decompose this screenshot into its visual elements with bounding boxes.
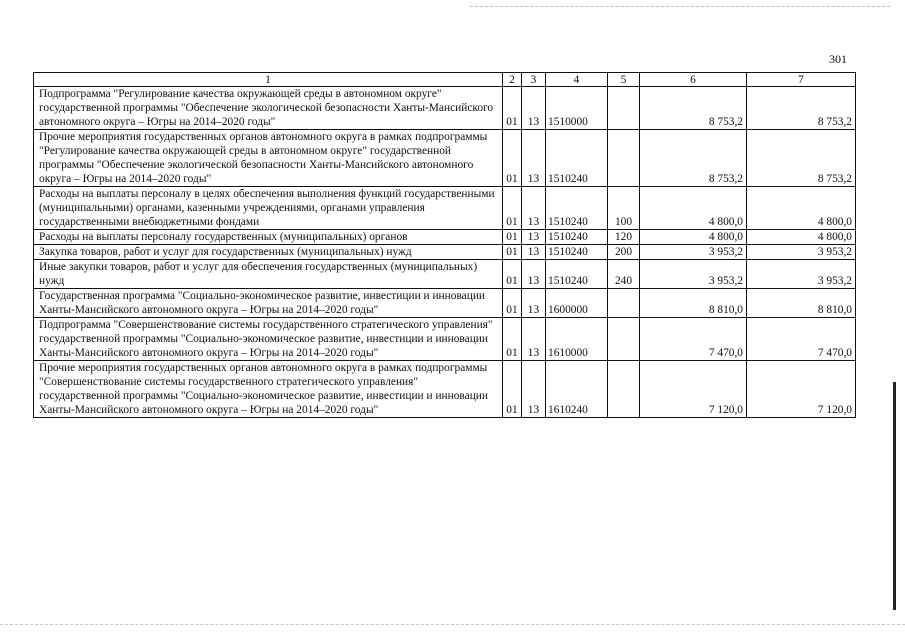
table-row — [34, 245, 856, 260]
header-cell-2: 2 — [503, 73, 522, 87]
row-name: Иные закупки товаров, работ и услуг для обеспечения государственных (муниципальных) нужд — [34, 260, 503, 289]
row-target-code: 1510240 — [546, 187, 608, 230]
row-expense-type — [608, 289, 640, 318]
row-name: Закупка товаров, работ и услуг для государственных (муниципальных) нужд — [34, 245, 503, 260]
row-section: 01 — [503, 361, 522, 418]
row-section: 01 — [503, 289, 522, 318]
row-target-code: 1510000 — [546, 87, 608, 130]
row-name: Подпрограмма "Регулирование качества окружающей среды в автономном округе" государственной программы "Обеспечение экологической безопасности Ханты-Мансийского автономного округа – Югры на 2014–2020 годы" — [34, 87, 503, 130]
row-target-code: 1510240 — [546, 245, 608, 260]
header-cell-7: 7 — [747, 73, 856, 87]
row-amount-7: 4 800,0 — [747, 187, 856, 230]
row-target-code: 1510240 — [546, 230, 608, 245]
row-name: Расходы на выплаты персоналу государственных (муниципальных) органов — [34, 230, 503, 245]
row-amount-6: 3 953,2 — [640, 260, 747, 289]
row-amount-7: 3 953,2 — [747, 260, 856, 289]
row-target-code: 1610000 — [546, 318, 608, 361]
row-expense-type: 200 — [608, 245, 640, 260]
row-amount-6: 4 800,0 — [640, 187, 747, 230]
row-section: 01 — [503, 260, 522, 289]
page-number: 301 — [829, 52, 847, 66]
row-section: 01 — [503, 130, 522, 187]
row-amount-7: 3 953,2 — [747, 245, 856, 260]
row-subsection: 13 — [522, 130, 546, 187]
row-amount-7: 8 753,2 — [747, 130, 856, 187]
row-amount-7: 7 120,0 — [747, 361, 856, 418]
table-row — [34, 130, 856, 187]
row-expense-type: 120 — [608, 230, 640, 245]
budget-table — [33, 72, 856, 418]
row-expense-type — [608, 318, 640, 361]
row-amount-7: 8 810,0 — [747, 289, 856, 318]
row-expense-type — [608, 361, 640, 418]
table-row — [34, 87, 856, 130]
table-row — [34, 361, 856, 418]
row-target-code: 1610240 — [546, 361, 608, 418]
row-amount-6: 3 953,2 — [640, 245, 747, 260]
row-amount-6: 7 120,0 — [640, 361, 747, 418]
row-name: Государственная программа "Социально-экономическое развитие, инвестиции и инновации Ханты-Мансийского автономного округа – Югры на 2014–2020 годы" — [34, 289, 503, 318]
table-row — [34, 230, 856, 245]
row-section: 01 — [503, 187, 522, 230]
row-name: Расходы на выплаты персоналу в целях обеспечения выполнения функций государственными (муниципальными) органами, казенными учреждениями, органами управления государственными внебюджетными фондами — [34, 187, 503, 230]
row-expense-type — [608, 87, 640, 130]
row-amount-6: 8 753,2 — [640, 87, 747, 130]
row-subsection: 13 — [522, 245, 546, 260]
row-amount-6: 8 810,0 — [640, 289, 747, 318]
row-subsection: 13 — [522, 318, 546, 361]
header-cell-3: 3 — [522, 73, 546, 87]
row-subsection: 13 — [522, 260, 546, 289]
row-expense-type: 100 — [608, 187, 640, 230]
scan-bottom-edge — [0, 624, 905, 625]
row-section: 01 — [503, 245, 522, 260]
scan-right-edge — [893, 382, 896, 610]
row-target-code: 1510240 — [546, 260, 608, 289]
header-cell-4: 4 — [546, 73, 608, 87]
table-row — [34, 187, 856, 230]
row-subsection: 13 — [522, 187, 546, 230]
header-cell-1: 1 — [34, 73, 503, 87]
row-subsection: 13 — [522, 361, 546, 418]
table-row — [34, 318, 856, 361]
row-section: 01 — [503, 230, 522, 245]
row-amount-7: 4 800,0 — [747, 230, 856, 245]
row-expense-type: 240 — [608, 260, 640, 289]
row-target-code: 1600000 — [546, 289, 608, 318]
header-cell-6: 6 — [640, 73, 747, 87]
row-amount-6: 8 753,2 — [640, 130, 747, 187]
table-row — [34, 289, 856, 318]
row-subsection: 13 — [522, 230, 546, 245]
row-target-code: 1510240 — [546, 130, 608, 187]
row-amount-7: 8 753,2 — [747, 87, 856, 130]
row-section: 01 — [503, 318, 522, 361]
row-amount-7: 7 470,0 — [747, 318, 856, 361]
row-section: 01 — [503, 87, 522, 130]
row-name: Подпрограмма "Совершенствование системы государственного стратегического управления" государственной программы "Социально-экономическое развитие, инвестиции и инновации Ханты-Мансийского автономного округа – Югры на 2014–2020 годы" — [34, 318, 503, 361]
table-row — [34, 260, 856, 289]
row-amount-6: 4 800,0 — [640, 230, 747, 245]
header-cell-5: 5 — [608, 73, 640, 87]
table-header-row — [34, 73, 856, 87]
row-amount-6: 7 470,0 — [640, 318, 747, 361]
row-subsection: 13 — [522, 289, 546, 318]
row-name: Прочие мероприятия государственных органов автономного округа в рамках подпрограммы "Совершенствование системы государственного стратегического управления" государственной программы "Социально-экономическое развитие, инвестиции и инновации Ханты-Мансийского автономного округа – Югры на 2014–2020 годы" — [34, 361, 503, 418]
row-name: Прочие мероприятия государственных органов автономного округа в рамках подпрограммы "Регулирование качества окружающей среды в автономном округе" государственной программы "Обеспечение экологической безопасности Ханты-Мансийского автономного округа – Югры на 2014–2020 годы" — [34, 130, 503, 187]
row-subsection: 13 — [522, 87, 546, 130]
row-expense-type — [608, 130, 640, 187]
scan-top-edge — [470, 6, 890, 7]
